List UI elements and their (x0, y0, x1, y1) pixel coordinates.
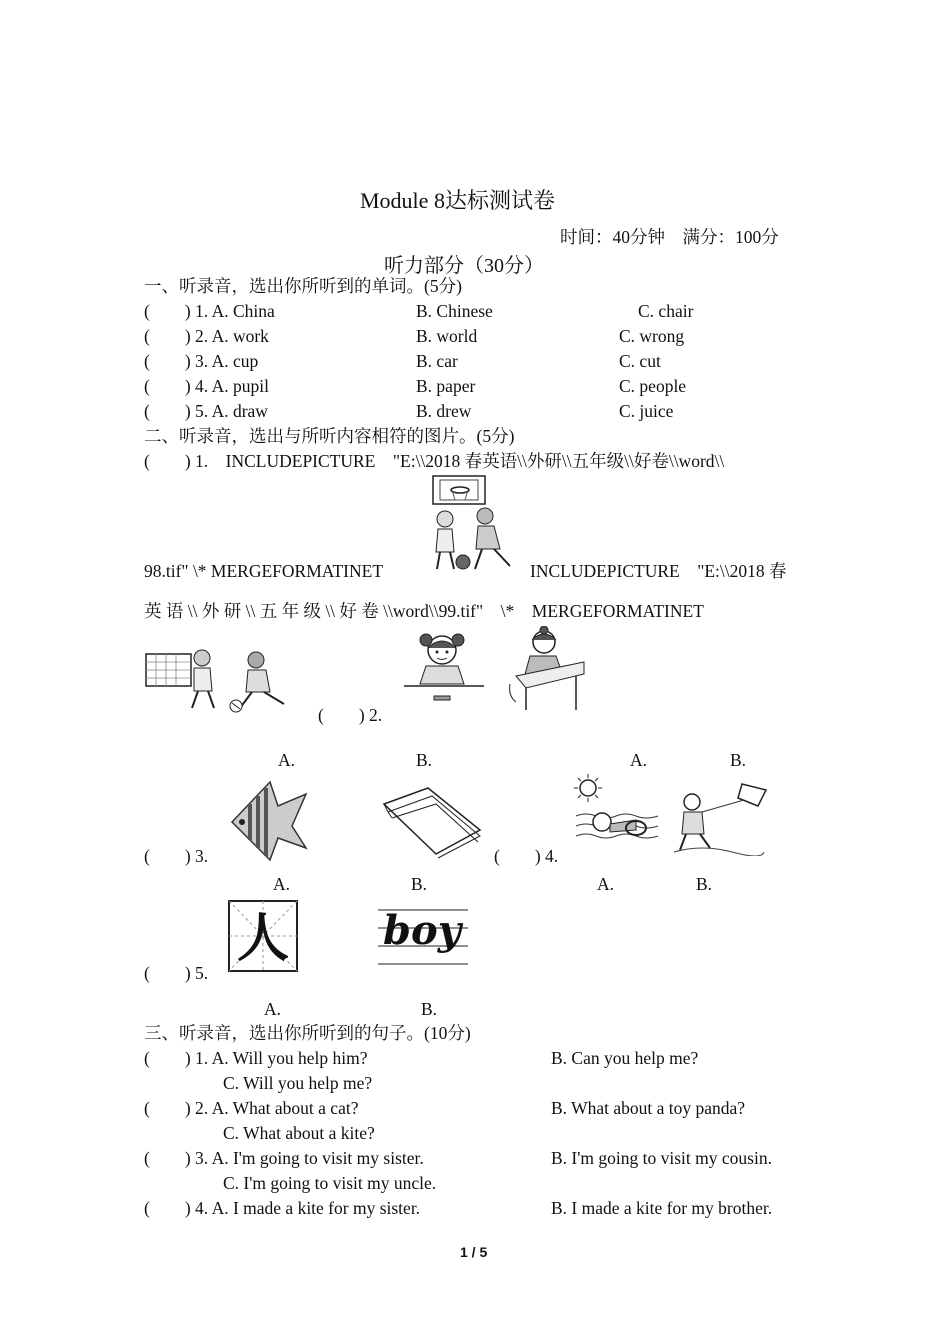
listening-header: 听力部分（30分） (384, 255, 544, 277)
s2-q3-opt-b: B. (411, 874, 428, 894)
girl-writing-picture (506, 626, 586, 712)
fish-picture (230, 776, 308, 862)
section1-heading: 一、听录音，选出你所听到的单词。(5分) (144, 276, 462, 296)
s1-item-3-b: B. car (416, 351, 458, 371)
s2-q5-opt-b: B. (421, 999, 438, 1019)
s2-q2-num: ( ) 2. (318, 705, 383, 725)
s3-item-3-a: ( ) 3. A. I'm going to visit my sister. (144, 1148, 424, 1168)
s2-q4-num: ( ) 4. (494, 846, 559, 866)
page-number: 1 / 5 (460, 1244, 488, 1260)
s1-item-5-a: ( ) 5. A. draw (144, 401, 268, 421)
s2-q2-opt-a2: A. (630, 750, 648, 770)
word-text: boy (383, 907, 461, 954)
s1-item-5-c: C. juice (619, 401, 674, 421)
s3-item-1-b: B. Can you help me? (551, 1048, 699, 1068)
s2-q1-line3: 英 语 \\ 外 研 \\ 五 年 级 \\ 好 卷 \\word\\99.tif" \* MERGEFORMATINET (144, 601, 704, 621)
s2-q4-opt-a: A. (597, 874, 615, 894)
s2-q3-num: ( ) 3. (144, 846, 209, 866)
s3-item-1-c: C. Will you help me? (223, 1073, 373, 1093)
s1-item-3-a: ( ) 3. A. cup (144, 351, 259, 371)
s2-q4-opt-b: B. (696, 874, 713, 894)
s2-q1-include2: INCLUDEPICTURE "E:\\2018 春 (530, 561, 787, 581)
time-info: 时间：40分钟 满分：100分 (560, 227, 779, 247)
chinese-character-picture (228, 900, 298, 972)
section3-heading: 三、听录音，选出你所听到的句子。(10分) (144, 1023, 471, 1043)
s2-q2-opt-a1: A. (278, 750, 296, 770)
football-picture (144, 646, 299, 714)
s2-q2-opt-b1: B. (416, 750, 433, 770)
s2-q3-opt-a: A. (273, 874, 291, 894)
s3-item-3-c: C. I'm going to visit my uncle. (223, 1173, 437, 1193)
s3-item-3-b: B. I'm going to visit my cousin. (551, 1148, 772, 1168)
section2-heading: 二、听录音，选出与所听内容相符的图片。(5分) (144, 426, 515, 446)
s3-item-1-a: ( ) 1. A. Will you help him? (144, 1048, 368, 1068)
s2-q1-tail: 98.tif" \* MERGEFORMATINET (144, 561, 384, 581)
s2-q5-num: ( ) 5. (144, 963, 209, 983)
s2-q5-opt-a: A. (264, 999, 282, 1019)
s1-item-4-a: ( ) 4. A. pupil (144, 376, 269, 396)
s3-item-2-a: ( ) 2. A. What about a cat? (144, 1098, 359, 1118)
s1-item-1-a: ( ) 1. A. China (144, 301, 275, 321)
s1-item-4-c: C. people (619, 376, 687, 396)
s3-item-4-a: ( ) 4. A. I made a kite for my sister. (144, 1198, 421, 1218)
girl-drawing-picture (404, 626, 484, 708)
character-text: 人 (236, 909, 290, 969)
s1-item-3-c: C. cut (619, 351, 661, 371)
s1-item-5-b: B. drew (416, 401, 472, 421)
page-title: Module 8达标测试卷 (360, 188, 555, 213)
kite-picture (672, 782, 768, 856)
s1-item-2-b: B. world (416, 326, 478, 346)
handwritten-word-picture (378, 900, 468, 974)
s2-q2-opt-b2: B. (730, 750, 747, 770)
swimming-picture (574, 772, 660, 856)
s1-item-2-c: C. wrong (619, 326, 685, 346)
basketball-picture (430, 474, 520, 574)
s1-item-1-b: B. Chinese (416, 301, 493, 321)
s3-item-4-b: B. I made a kite for my brother. (551, 1198, 773, 1218)
paper-picture (380, 786, 484, 860)
s1-item-4-b: B. paper (416, 376, 476, 396)
s1-item-2-a: ( ) 2. A. work (144, 326, 269, 346)
s3-item-2-b: B. What about a toy panda? (551, 1098, 746, 1118)
s1-item-1-c: C. chair (638, 301, 694, 321)
s3-item-2-c: C. What about a kite? (223, 1123, 375, 1143)
s2-q1-line: ( ) 1. INCLUDEPICTURE "E:\\2018 春英语\\外研\\五年级\\好卷\\word\\ (144, 451, 725, 471)
